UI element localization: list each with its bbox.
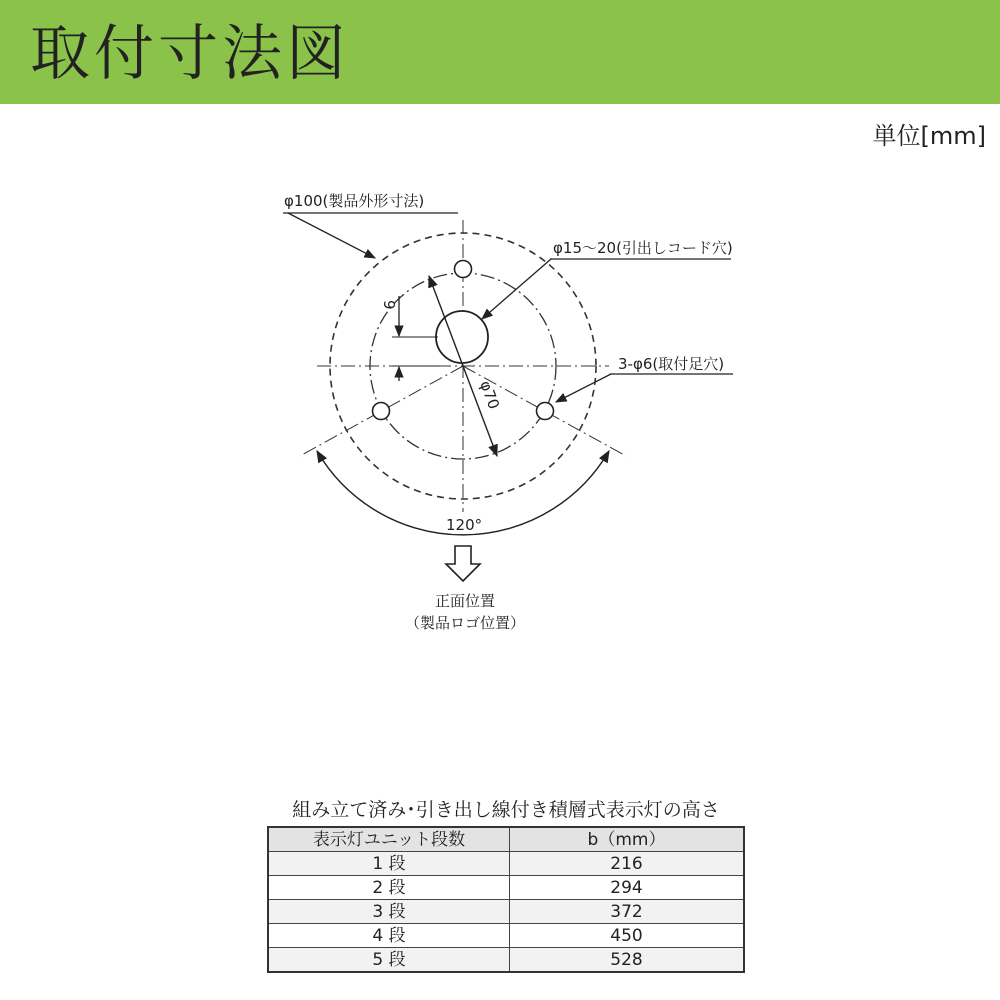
cell-stages: 4 段 [268,924,510,948]
angle-label: 120° [446,516,483,534]
cell-height: 294 [510,876,745,900]
page-title: 取付寸法図 [30,19,350,89]
height-table [267,826,745,973]
table-row [268,852,744,876]
outer-dim-label: φ100(製品外形寸法) [284,192,425,210]
unit-label: 単位[mm] [872,122,986,150]
col-header-b: b（mm） [510,827,745,852]
mount-holes-label: 3-φ6(取付足穴) [618,355,725,373]
cell-stages: 3 段 [268,900,510,924]
table-row [268,924,744,948]
cell-height: 528 [510,948,745,973]
mount-holes-leader [556,374,611,402]
table-row [268,948,744,973]
outer-dim-leader [288,213,375,258]
cell-stages: 2 段 [268,876,510,900]
mount-hole-left [373,403,390,420]
offset-label: 9 [380,300,398,310]
table-row [268,900,744,924]
cord-hole-label: φ15～20(引出しコード穴) [553,239,733,257]
mount-hole-top [455,261,472,278]
table-header-row [268,827,744,852]
cord-hole [436,311,488,363]
front-position-label: 正面位置 [434,592,495,610]
cell-stages: 5 段 [268,948,510,973]
table-caption: 組み立て済み･引き出し線付き積層式表示灯の高さ [292,799,720,821]
front-arrow-icon [446,546,480,581]
cell-height: 216 [510,852,745,876]
pcd-label: φ70 [476,378,504,412]
cell-height: 450 [510,924,745,948]
cell-stages: 1 段 [268,852,510,876]
cell-height: 372 [510,900,745,924]
mount-hole-right [537,403,554,420]
col-header-stages: 表示灯ユニット段数 [268,827,510,852]
front-position-note: （製品ロゴ位置） [404,614,525,632]
cord-hole-leader [482,259,551,319]
table-row [268,876,744,900]
